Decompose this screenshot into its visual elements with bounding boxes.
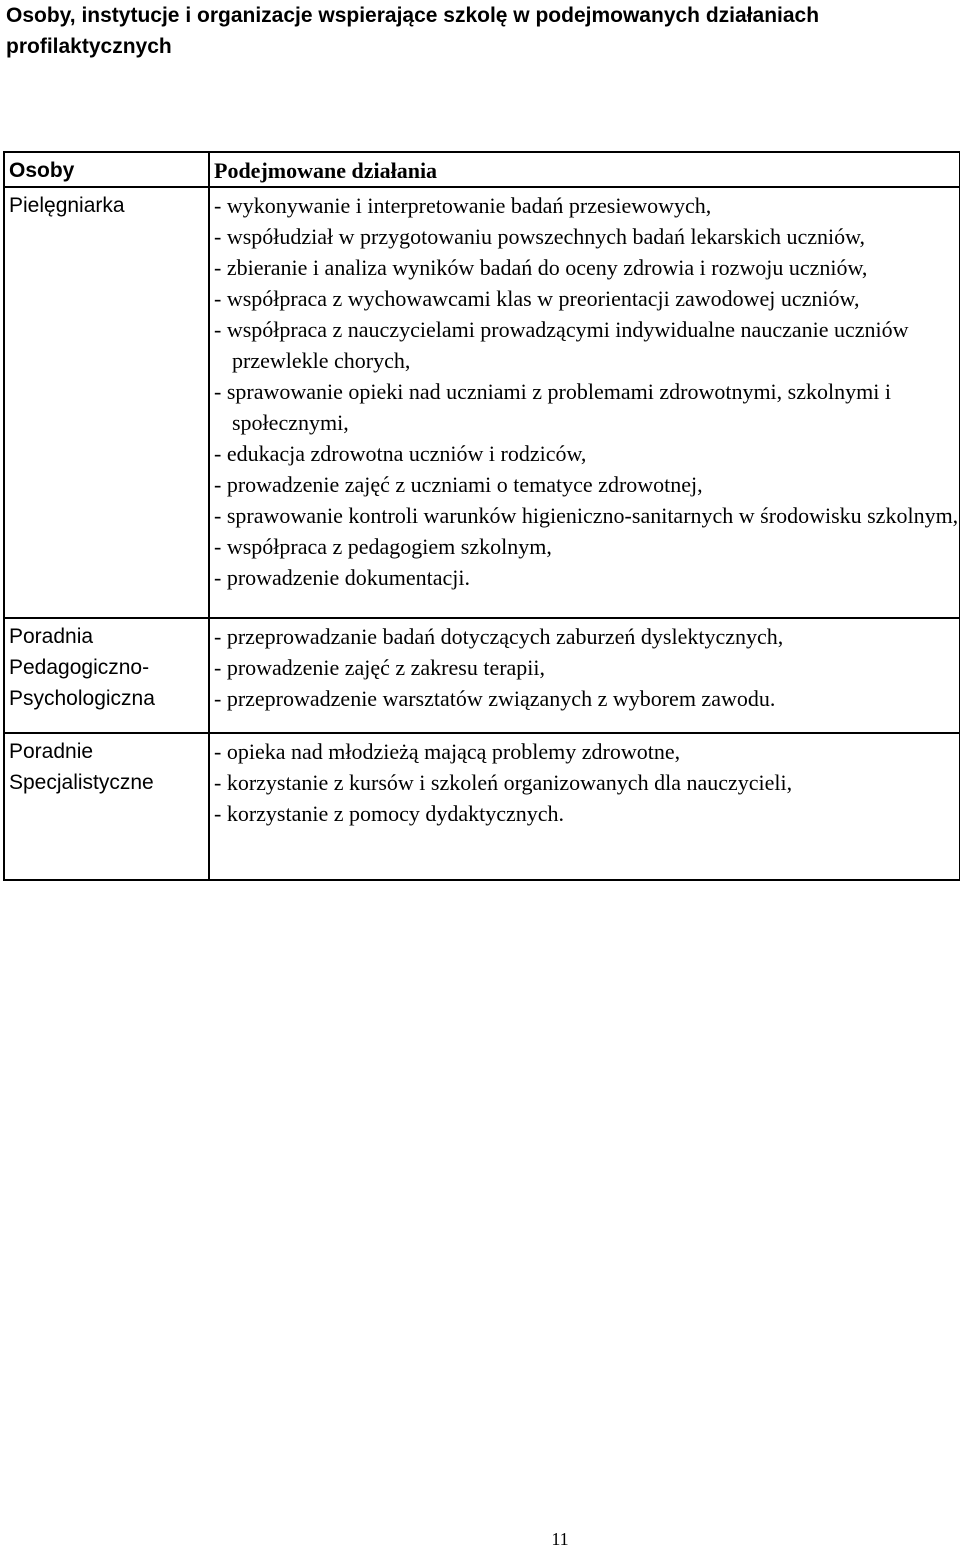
table-row xyxy=(4,187,960,618)
page-number: 11 xyxy=(551,1529,569,1549)
table-body xyxy=(4,187,960,880)
header-persons-label: Osoby xyxy=(9,159,75,182)
list-item: - współudział w przygotowaniu powszechnych badań lekarskich uczniów, xyxy=(214,224,866,249)
table-header-row xyxy=(4,152,960,187)
list-item: - współpraca z pedagogiem szkolnym, xyxy=(214,534,552,559)
header-persons xyxy=(4,152,209,187)
list-item: - prowadzenie zajęć z zakresu terapii, xyxy=(214,655,546,680)
org-name: Poradnie Specjalistyczne xyxy=(9,740,154,794)
list-item: - współpraca z nauczycielami prowadzącymi indywidualne nauczanie uczniów przewlekle chorych, xyxy=(214,317,909,373)
table-row xyxy=(4,618,960,733)
org-cell xyxy=(4,187,209,618)
support-table xyxy=(3,151,960,881)
list-item: - zbieranie i analiza wyników badań do oceny zdrowia i rozwoju uczniów, xyxy=(214,255,868,280)
list-item: - przeprowadzanie badań dotyczących zaburzeń dyslektycznych, xyxy=(214,624,784,649)
list-item: - przeprowadzenie warsztatów związanych z wyborem zawodu. xyxy=(214,686,776,711)
list-item: - współpraca z wychowawcami klas w preorientacji zawodowej uczniów, xyxy=(214,286,860,311)
org-cell xyxy=(4,618,209,733)
list-item: - prowadzenie zajęć z uczniami o tematyce zdrowotnej, xyxy=(214,472,703,497)
list-item: - korzystanie z pomocy dydaktycznych. xyxy=(214,801,565,826)
actions-cell xyxy=(209,733,960,880)
org-name: Poradnia Pedagogiczno-Psychologiczna xyxy=(9,625,155,710)
actions-list xyxy=(214,190,959,593)
org-name: Pielęgniarka xyxy=(9,194,125,217)
document-heading: Osoby, instytucje i organizacje wspierające szkolę w podejmowanych działaniach profilaktycznych xyxy=(6,4,820,58)
list-item: - prowadzenie dokumentacji. xyxy=(214,565,470,590)
actions-list xyxy=(214,736,959,829)
actions-cell xyxy=(209,187,960,618)
list-item: - wykonywanie i interpretowanie badań przesiewowych, xyxy=(214,193,712,218)
list-item: - edukacja zdrowotna uczniów i rodziców, xyxy=(214,441,587,466)
actions-cell xyxy=(209,618,960,733)
table-row xyxy=(4,733,960,880)
list-item: - sprawowanie kontroli warunków higieniczno-sanitarnych w środowisku szkolnym, xyxy=(214,503,959,528)
list-item: - korzystanie z kursów i szkoleń organizowanych dla nauczycieli, xyxy=(214,770,793,795)
header-actions-label: Podejmowane działania xyxy=(214,158,438,183)
list-item: - opieka nad młodzieżą mającą problemy zdrowotne, xyxy=(214,739,681,764)
actions-list xyxy=(214,621,959,714)
list-item: - sprawowanie opieki nad uczniami z problemami zdrowotnymi, szkolnymi i społecznymi, xyxy=(214,379,891,435)
org-cell xyxy=(4,733,209,880)
header-actions xyxy=(209,152,960,187)
